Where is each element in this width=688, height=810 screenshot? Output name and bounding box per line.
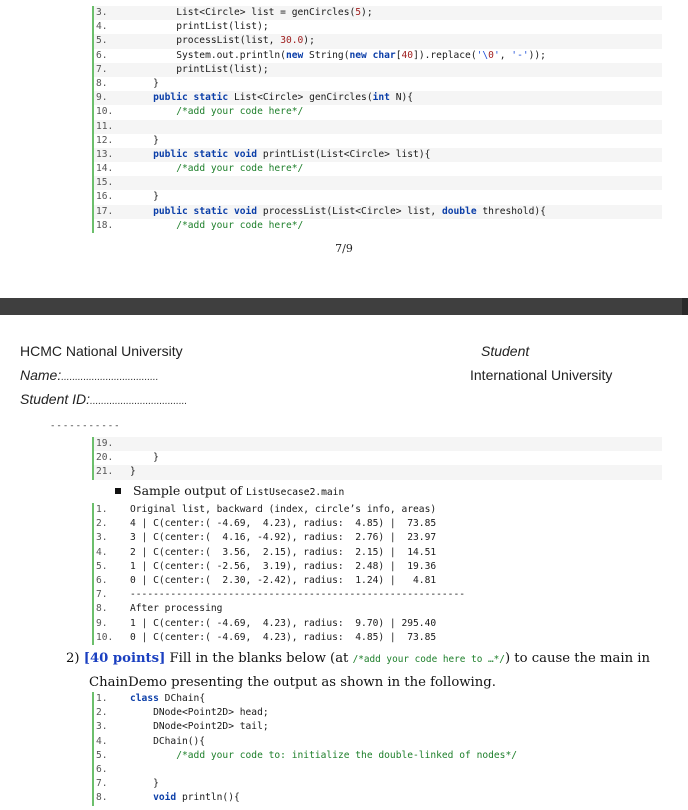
code-text: /*add your code here*/ [176, 106, 304, 118]
line-number: 6. [92, 49, 122, 63]
line-number: 1. [92, 503, 122, 517]
code-line [92, 560, 662, 574]
code-line [92, 6, 662, 20]
code-block-dchain [92, 692, 662, 806]
line-number: 5. [92, 560, 122, 574]
student-id-field-line [20, 391, 187, 407]
code-text: processList(list, 30.0); [130, 35, 315, 47]
line-number: 10. [92, 631, 122, 645]
code-text: ---------------------------------------------------------- [130, 589, 466, 601]
code-text: } [130, 466, 136, 478]
question-text-a: Fill in the blanks below (at [169, 651, 349, 666]
code-line [92, 749, 662, 763]
line-number: 18. [92, 219, 122, 233]
code-text: class DChain{ [130, 693, 206, 704]
code-line [92, 631, 662, 645]
document-page-8 [0, 315, 688, 810]
sample-output-heading [115, 483, 344, 498]
line-number: 21. [92, 465, 122, 479]
code-text: After processing [130, 603, 223, 615]
code-text: Original list, backward (index, circle’s info, areas) [130, 504, 437, 515]
code-line [92, 720, 662, 734]
code-line [92, 49, 662, 63]
code-text: 1 | C(center:( -4.69, 4.23), radius: 9.70) | 295.40 [130, 617, 437, 629]
question-text-c: ChainDemo presenting the output as shown in the following. [89, 675, 496, 690]
line-number: 9. [92, 617, 122, 631]
line-number: 10. [92, 105, 122, 119]
code-text: } [130, 191, 159, 203]
line-number: 19. [92, 437, 122, 451]
code-line [92, 105, 662, 119]
sample-output-text: Sample output of [133, 483, 243, 498]
name-dots: ................................... [61, 372, 159, 383]
code-line [92, 602, 662, 616]
line-number: 7. [92, 588, 122, 602]
code-text: public static List<Circle> genCircles(int N){ [153, 92, 414, 104]
international-university: International University [470, 367, 613, 383]
page-number: 7/9 [335, 242, 353, 255]
code-line [92, 120, 662, 134]
line-number: 16. [92, 190, 122, 204]
code-text: DChain(){ [130, 735, 206, 747]
code-line [92, 176, 662, 190]
line-number: 4. [92, 20, 122, 34]
line-number: 3. [92, 720, 122, 734]
line-number: 20. [92, 451, 122, 465]
code-line [92, 190, 662, 204]
line-number: 4. [92, 735, 122, 749]
code-text: void println(){ [153, 792, 240, 804]
question-text-b: ) to cause the main in [504, 651, 651, 666]
code-line [92, 791, 662, 805]
line-number: 6. [92, 574, 122, 588]
code-text: public static void processList(List<Circle> list, double threshold){ [153, 205, 546, 217]
line-number: 3. [92, 6, 122, 20]
code-line [92, 219, 662, 233]
code-text: 4 | C(center:( -4.69, 4.23), radius: 4.85) | 73.85 [130, 518, 437, 530]
code-text: } [130, 452, 159, 464]
code-line [92, 162, 662, 176]
code-block-continuation [92, 437, 662, 480]
code-text: /*add your code here*/ [176, 219, 304, 231]
question-points: [40 points] [83, 651, 166, 666]
code-line [92, 20, 662, 34]
line-number: 12. [92, 134, 122, 148]
code-text: } [130, 77, 159, 89]
code-text: printList(list); [130, 21, 269, 33]
code-text: public static void printList(List<Circle> list){ [153, 148, 431, 160]
document-page-7 [0, 0, 688, 298]
code-text: } [130, 778, 159, 790]
code-line [92, 531, 662, 545]
code-line [92, 546, 662, 560]
name-field-line [20, 367, 158, 383]
code-line [92, 617, 662, 631]
code-line [92, 517, 662, 531]
code-line [92, 706, 662, 720]
line-number: 5. [92, 34, 122, 48]
code-text: printList(list); [130, 63, 269, 75]
code-line [92, 574, 662, 588]
name-label: Name: [20, 367, 62, 383]
header-rule: ----------- [50, 421, 121, 431]
code-line [92, 763, 662, 777]
student-label: Student [481, 343, 530, 359]
line-number: 13. [92, 148, 122, 162]
code-text: 3 | C(center:( 4.16, -4.92), radius: 2.76) | 23.97 [130, 532, 437, 544]
code-line [92, 692, 662, 706]
student-id-dots: ................................... [90, 396, 188, 407]
line-number: 2. [92, 706, 122, 720]
code-line [92, 77, 662, 91]
code-text: 2 | C(center:( 3.56, 2.15), radius: 2.15) | 14.51 [130, 546, 437, 558]
code-line [92, 205, 662, 219]
code-line [92, 451, 662, 465]
student-id-label: Student ID: [20, 391, 91, 407]
question-inline-code: /*add your code here to …*/ [352, 654, 505, 665]
code-text: DNode<Point2D> tail; [130, 721, 269, 733]
line-number: 11. [92, 120, 122, 134]
line-number: 5. [92, 749, 122, 763]
line-number: 7. [92, 777, 122, 791]
line-number: 17. [92, 205, 122, 219]
page-separator [0, 298, 688, 315]
code-text: /*add your code to: initialize the double-linked of nodes*/ [176, 749, 517, 761]
question-number: 2) [66, 651, 80, 666]
sample-output-block [92, 503, 662, 645]
bullet-icon [115, 488, 121, 494]
code-text: 0 | C(center:( -4.69, 4.23), radius: 4.85) | 73.85 [130, 631, 437, 643]
code-text: 1 | C(center:( -2.56, 3.19), radius: 2.48) | 19.36 [130, 560, 437, 572]
code-text: /*add your code here*/ [176, 163, 304, 175]
line-number: 9. [92, 91, 122, 105]
line-number: 8. [92, 602, 122, 616]
line-number: 2. [92, 517, 122, 531]
code-line [92, 437, 662, 451]
code-text: System.out.println(new String(new char[40]).replace('\0', '-')); [130, 49, 546, 61]
code-line [92, 777, 662, 791]
code-block-listusecase2 [92, 6, 662, 233]
line-number: 8. [92, 791, 122, 805]
line-number: 7. [92, 63, 122, 77]
code-line [92, 134, 662, 148]
code-line [92, 588, 662, 602]
code-line [92, 91, 662, 105]
code-text: List<Circle> list = genCircles(5); [130, 7, 373, 18]
line-number: 4. [92, 546, 122, 560]
line-number: 14. [92, 162, 122, 176]
code-line [92, 503, 662, 517]
line-number: 15. [92, 176, 122, 190]
line-number: 6. [92, 763, 122, 777]
code-line [92, 735, 662, 749]
line-number: 1. [92, 692, 122, 706]
code-text: } [130, 134, 159, 146]
code-text: 0 | C(center:( 2.30, -2.42), radius: 1.24) | 4.81 [130, 574, 437, 586]
code-text: DNode<Point2D> head; [130, 707, 269, 719]
line-number: 3. [92, 531, 122, 545]
code-line [92, 34, 662, 48]
code-line [92, 465, 662, 479]
line-number: 8. [92, 77, 122, 91]
code-line [92, 148, 662, 162]
code-line [92, 63, 662, 77]
question-2 [66, 647, 666, 694]
university-title: HCMC National University [20, 343, 183, 359]
sample-output-class: ListUsecase2.main [246, 487, 345, 498]
